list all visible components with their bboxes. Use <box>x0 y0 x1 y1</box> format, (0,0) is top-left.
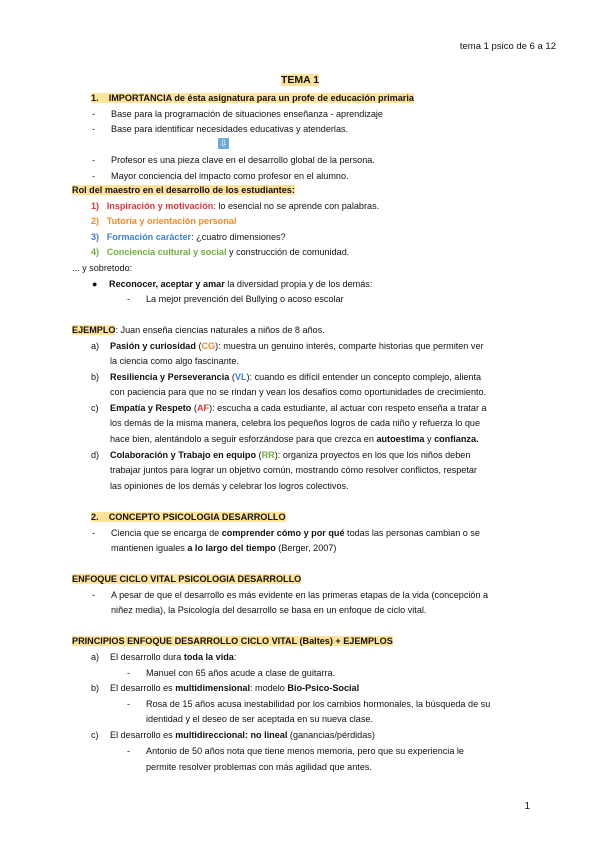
principio-a-sub: - Manuel con 65 años acude a clase de guitarra. <box>127 668 336 678</box>
list-item: - Mayor conciencia del impacto como profesor en el alumno. <box>92 171 349 181</box>
principio-a: a) <box>91 652 100 662</box>
ejemplo-b-text: Resiliencia y Perseverancia (VL): cuando es difícil entender un concepto complejo, alienta <box>110 372 482 382</box>
principio-b: b) <box>91 683 100 693</box>
section2-heading: 2. CONCEPTO PSICOLOGIA DESARROLLO <box>91 512 286 522</box>
principio-b-sub1: - Rosa de 15 años acusa inestabilidad por los cambios hormonales, la búsqueda de su <box>127 699 491 709</box>
principios-heading: PRINCIPIOS ENFOQUE DESARROLLO CICLO VITAL (Baltes) + EJEMPLOS <box>72 636 393 646</box>
section1-heading: 1. IMPORTANCIA de ésta asignatura para un profe de educación primaria <box>91 93 414 103</box>
rol-item: 2) Tutoría y orientación personal <box>91 216 237 226</box>
list-item: - Base para identificar necesidades educativas y atenderlas. <box>92 124 349 134</box>
list-item: - Base para la programación de situaciones enseñanza - aprendizaje <box>92 109 383 119</box>
ejemplo-c: c) <box>91 403 99 413</box>
ejemplo-d-text: Colaboración y Trabajo en equipo (RR): organiza proyectos en los que los niños deben <box>110 450 471 460</box>
sub-item: - La mejor prevención del Bullying o acoso escolar <box>127 294 344 304</box>
principio-b-text: El desarrollo es multidimensional: modelo Bio-Psico-Social <box>110 683 360 693</box>
ejemplo-a-cont: la ciencia como algo fascinante. <box>110 356 239 366</box>
page-title: TEMA 1 <box>281 74 320 86</box>
bullet-item: ● Reconocer, aceptar y amar la diversidad propia y de los demás: <box>92 279 373 289</box>
list-item: - Profesor es una pieza clave en el desarrollo global de la persona. <box>92 155 375 165</box>
principio-a-text: El desarrollo dura toda la vida: <box>110 652 237 662</box>
principio-b-sub2: identidad y el deseo de ser aceptada en su nueva clase. <box>146 714 373 724</box>
ejemplo-b-cont: con paciencia para que no se rindan y vean los desafíos como oportunidades de crecimiento. <box>110 387 487 397</box>
ejemplo-d-cont2: las opiniones de los demás y celebrar los logros colectivos. <box>110 481 349 491</box>
ejemplo-c-text: Empatía y Respeto (AF): escucha a cada estudiante, al actuar con respeto enseña a tratar a <box>110 403 487 413</box>
concept-line1: - Ciencia que se encarga de comprender cómo y por qué todas las personas cambian o se <box>92 528 480 538</box>
ejemplo-line: EJEMPLO: Juan enseña ciencias naturales a niños de 8 años. <box>72 325 325 335</box>
rol-item: 1) Inspiración y motivación: lo esencial no se aprende con palabras. <box>91 201 380 211</box>
principio-c-sub1: - Antonio de 50 años nota que tiene menos memoria, pero que su experiencia le <box>127 746 464 756</box>
ejemplo-d-cont1: trabajar juntos para lograr un objetivo común, mostrando cómo resolver conflictos, respetar <box>110 465 477 475</box>
arrow-down-icon: ⇩ <box>219 138 228 148</box>
sobretodo-text: ... y sobretodo: <box>72 263 133 273</box>
concept-line2: mantienen iguales a lo largo del tiempo (Berger, 2007) <box>111 543 337 553</box>
principio-c-sub2: permite resolver problemas con más agilidad que antes. <box>146 762 372 772</box>
page-number: 1 <box>524 801 530 812</box>
ejemplo-d: d) <box>91 450 100 460</box>
rol-item: 3) Formación carácter: ¿cuatro dimensiones? <box>91 232 286 242</box>
enfoque-heading: ENFOQUE CICLO VITAL PSICOLOGIA DESARROLLO <box>72 574 302 584</box>
ejemplo-c-cont1: los demás de la misma manera, celebra los pequeños logros de cada niño y refuerza lo que <box>110 418 481 428</box>
principio-c: c) <box>91 730 99 740</box>
page-header: tema 1 psico de 6 a 12 <box>459 41 556 52</box>
ejemplo-a: a) <box>91 341 100 351</box>
enfoque-line2: niñez media), la Psicología del desarrollo se basa en un enfoque de ciclo vital. <box>111 605 427 615</box>
ejemplo-a-text: Pasión y curiosidad (CG): muestra un genuino interés, comparte historias que permiten ver <box>110 341 484 351</box>
ejemplo-c-cont2: hace bien, alentándolo a seguir esforzándose para que crezca en autoestima y confianza. <box>110 434 479 444</box>
enfoque-line1: - A pesar de que el desarrollo es más evidente en las primeras etapas de la vida (concepción a <box>92 590 489 600</box>
rol-heading: Rol del maestro en el desarrollo de los estudiantes: <box>72 185 295 195</box>
ejemplo-b: b) <box>91 372 100 382</box>
principio-c-text: El desarrollo es multidireccional: no lineal (ganancias/pérdidas) <box>110 730 375 740</box>
rol-item: 4) Conciencia cultural y social y construcción de comunidad. <box>91 247 350 257</box>
